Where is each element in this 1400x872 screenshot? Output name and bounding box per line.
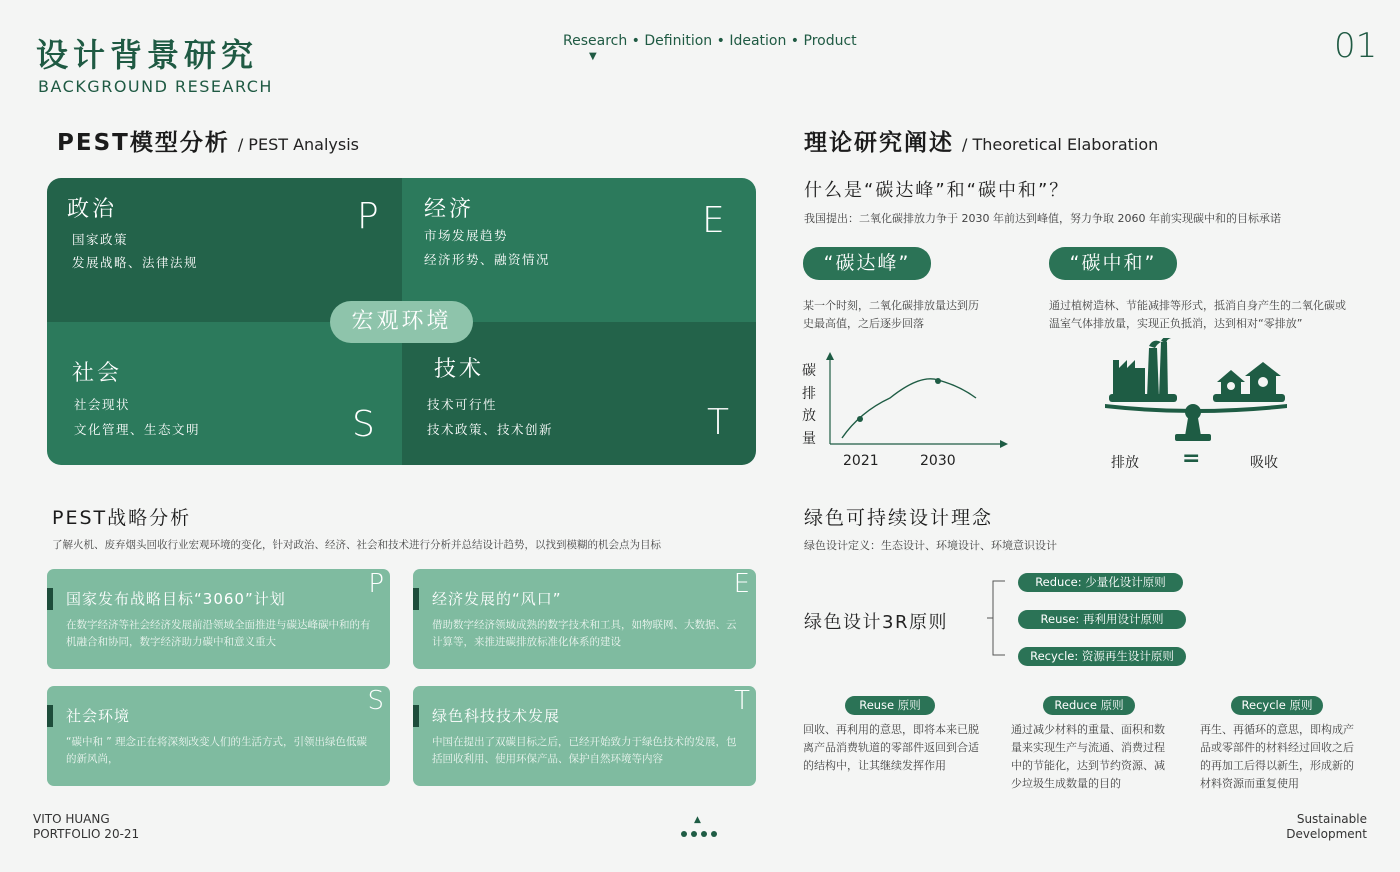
reduce-desc: 通过减少材料的重量、面积和数量来实现生产与流通、消费过程中的节能化，达到节约资源、减少垃圾生成数量的目的: [1011, 723, 1165, 790]
pest-strategy-title: PEST战略分析: [52, 507, 192, 529]
chart-ylabel: 碳排放量: [802, 363, 816, 447]
pest-model-title-cn: PEST模型分析: [57, 130, 230, 156]
card-description: 借助数字经济领域成熟的数字技术和工具，如物联网、大数据、云计算等，来推进碳排放标准化体系的建设: [432, 619, 737, 648]
theory-title: [804, 124, 1158, 157]
pest-model-title: [57, 124, 359, 157]
house-icon: [1213, 362, 1285, 402]
footer-portfolio: PORTFOLIO 20-21: [33, 827, 140, 841]
emission-curve: [842, 379, 976, 438]
theory-title-cn: 理论研究阐述: [804, 130, 954, 156]
footer-topic-2: Development: [1286, 827, 1367, 841]
quadrant-letter: T: [707, 402, 729, 443]
carbon-peak-badge: “碳达峰”: [803, 247, 931, 280]
quadrant-society: [47, 322, 402, 465]
strategy-card-technology: [413, 686, 756, 786]
factory-icon: [1109, 338, 1177, 402]
quadrant-item: 文化管理、生态文明: [74, 422, 201, 437]
quadrant-letter: P: [357, 196, 379, 237]
card-title: 绿色科技技术发展: [432, 707, 561, 725]
quadrant-item: 国家政策: [72, 232, 129, 247]
strategy-card-economy: [413, 569, 756, 669]
recycle-label: Recycle 原则: [1231, 696, 1323, 715]
macro-environment-badge: 宏观环境: [330, 301, 473, 343]
chart-x-arrow: [1000, 440, 1008, 448]
chart-tick-2021: 2021: [843, 453, 879, 469]
carbon-neutral-badge: “碳中和”: [1049, 247, 1177, 280]
quadrant-technology: [402, 322, 756, 465]
quadrant-item: 技术可行性: [427, 397, 498, 412]
principle-reduce: Reduce: 少量化设计原则: [1018, 573, 1183, 592]
quadrant-title: 经济: [424, 197, 475, 222]
pest-strategy-subtitle: 了解火机、废弃烟头回收行业宏观环境的变化，针对政治、经济、社会和技术进行分析并总结设计趋势，以找到模糊的机会点为目标: [52, 539, 661, 551]
principle-recycle: Recycle: 资源再生设计原则: [1018, 647, 1186, 666]
theory-statement: 我国提出：二氧化碳排放力争于 2030 年前达到峰值，努力争取 2060 年前实现碳中和的目标承诺: [804, 212, 1281, 225]
balance-left-label: 排放: [1111, 455, 1139, 471]
reduce-label: Reduce 原则: [1043, 696, 1135, 715]
principle-reuse: Reuse: 再利用设计原则: [1018, 610, 1186, 629]
card-accent-bar: [47, 588, 53, 610]
card-description: 在数字经济等社会经济发展前沿领域全面推进与碳达峰碳中和的有机融合和协同，数字经济助力碳中和意义重大: [66, 619, 371, 648]
page-subtitle: BACKGROUND RESEARCH: [38, 77, 273, 96]
pager-dot[interactable]: [681, 831, 687, 837]
scale-base: [1175, 434, 1211, 441]
pager-dot[interactable]: [701, 831, 707, 837]
card-accent-bar: [47, 705, 53, 727]
chart-y-arrow: [826, 352, 834, 360]
footer-right: [1286, 812, 1367, 842]
quadrant-item: 发展战略、法律法规: [72, 255, 199, 270]
point-2030: [935, 378, 941, 384]
card-description: 中国在提出了双碳目标之后，已经开始致力于绿色技术的发展，包括回收利用、使用环保产品、保护自然环境等内容: [432, 736, 737, 765]
strategy-card-society: [47, 686, 390, 786]
green-design-definition: 绿色设计定义：生态设计、环境设计、环境意识设计: [804, 539, 1057, 552]
card-title: 经济发展的“风口”: [432, 590, 562, 608]
pest-model-title-en: / PEST Analysis: [237, 135, 359, 154]
footer-author: VITO HUANG: [33, 812, 110, 826]
quadrant-title: 社会: [72, 361, 123, 386]
3r-principle-title: 绿色设计3R原则: [804, 612, 948, 633]
quadrant-letter: S: [352, 404, 375, 445]
balance-scale-icon: [1105, 338, 1290, 443]
theory-title-en: / Theoretical Elaboration: [962, 135, 1159, 154]
card-title: 社会环境: [66, 707, 131, 725]
theory-question: 什么是“碳达峰”和“碳中和”？: [804, 180, 1070, 201]
footer-topic-1: Sustainable: [1296, 812, 1367, 826]
carbon-peak-desc: 某一个时刻，二氧化碳排放量达到历史最高值，之后逐步回落: [803, 299, 979, 330]
green-design-title: 绿色可持续设计理念: [804, 507, 994, 529]
quadrant-item: 技术政策、技术创新: [427, 422, 554, 437]
pager-arrow-icon: ▲: [694, 815, 701, 825]
footer-left: [33, 812, 139, 842]
pager-dots[interactable]: [681, 831, 717, 837]
card-accent-bar: [413, 588, 419, 610]
card-title: 国家发布战略目标“3060”计划: [66, 590, 286, 608]
carbon-neutral-desc: 通过植树造林、节能减排等形式，抵消自身产生的二氧化碳或温室气体排放量，实现正负抵消，达到相对“零排放”: [1049, 299, 1346, 330]
quadrant-item: 社会现状: [74, 397, 131, 412]
card-accent-bar: [413, 705, 419, 727]
pager-dot[interactable]: [691, 831, 697, 837]
strategy-card-politics: [47, 569, 390, 669]
card-letter: P: [368, 569, 384, 599]
quadrant-item: 经济形势、融资情况: [424, 252, 551, 267]
nav-indicator-icon: ▼: [589, 51, 597, 62]
balance-right-label: 吸收: [1250, 455, 1278, 471]
breadcrumb-nav[interactable]: Research • Definition • Ideation • Product: [563, 33, 857, 49]
recycle-desc: 再生、再循环的意思，即构成产品或零部件的材料经过回收之后的再加工后得以新生，形成新的材料资源而重复使用: [1200, 723, 1354, 790]
quadrant-title: 政治: [67, 197, 118, 222]
reuse-desc: 回收、再利用的意思，即将本来已脱离产品消费轨道的零部件返回到合适的结构中，让其继续发挥作用: [803, 723, 979, 772]
card-letter: S: [367, 686, 384, 716]
pager-dot[interactable]: [711, 831, 717, 837]
card-letter: E: [733, 569, 750, 599]
quadrant-letter: E: [702, 200, 725, 241]
page-number: 01: [1334, 26, 1378, 66]
page-title: 设计背景研究: [36, 36, 259, 74]
quadrant-item: 市场发展趋势: [424, 228, 509, 243]
card-letter: T: [734, 686, 750, 716]
point-2021: [857, 416, 863, 422]
reuse-label: Reuse 原则: [845, 696, 935, 715]
balance-equals: =: [1182, 446, 1201, 471]
card-description: “碳中和 ” 理念正在将深刻改变人们的生活方式，引领出绿色低碳的新风尚，: [66, 736, 368, 765]
quadrant-title: 技术: [434, 357, 485, 382]
chart-tick-2030: 2030: [920, 453, 956, 469]
